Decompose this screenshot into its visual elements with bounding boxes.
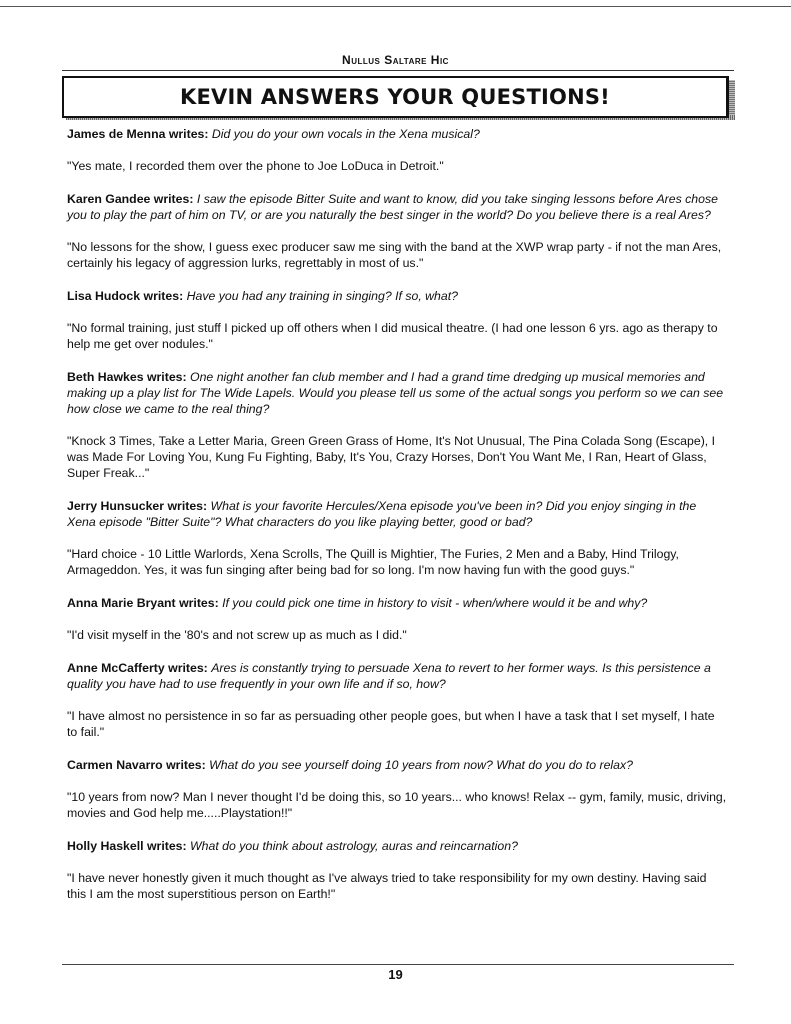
page-number: 19 [388,967,403,982]
asker-name: Anne McCafferty writes: [67,661,208,675]
asker-name: Jerry Hunsucker writes: [67,499,208,513]
answer-paragraph: "No formal training, just stuff I picked up off others when I did musical theatre. (I had one lesson 6 yrs. ago as therapy to help me get over nodules." [67,321,718,351]
answer-paragraph: "Yes mate, I recorded them over the phone to Joe LoDuca in Detroit." [67,159,444,173]
answer-paragraph: "I'd visit myself in the '80's and not screw up as much as I did." [67,628,407,642]
question-paragraph [67,838,727,854]
answer-paragraph: "Hard choice - 10 Little Warlords, Xena Scrolls, The Quill is Mightier, The Furies, 2 Men and a Baby, Hind Trilogy, Armageddon. Yes, it was fun singing after being bad for so long. I'm now having fun with the good guys." [67,547,679,577]
question-text: One night another fan club member and I had a grand time dredging up musical memories and making up a play list for The Wide Lapels. Would you please tell us some of the actual songs you perform so we can see how close we came to the real thing? [67,370,724,416]
question-paragraph [67,595,727,611]
asker-name: Holly Haskell writes: [67,839,187,853]
question-text: I saw the episode Bitter Suite and want to know, did you take singing lessons before Ares chose you to play the part of him on TV, or are you naturally the best singer in the world? Do you believe there is a real Ares? [67,192,718,222]
asker-name: Carmen Navarro writes: [67,758,206,772]
asker-name: Beth Hawkes writes: [67,370,187,384]
question-text: What do you think about astrology, auras and reincarnation? [190,839,518,853]
qa-list [67,126,727,919]
running-header: Nullus Saltare Hic [342,53,449,67]
answer-paragraph: "10 years from now? Man I never thought I'd be doing this, so 10 years... who knows! Relax -- gym, family, music, driving, movies and God help me.....Playstation!!" [67,790,727,820]
question-paragraph [67,498,727,530]
question-text: Did you do your own vocals in the Xena musical? [211,127,480,141]
asker-name: James de Menna writes: [67,127,209,141]
question-paragraph [67,660,727,692]
question-text: If you could pick one time in history to visit - when/where would it be and why? [222,596,648,610]
asker-name: Karen Gandee writes: [67,192,194,206]
answer-paragraph: "Knock 3 Times, Take a Letter Maria, Green Green Grass of Home, It's Not Unusual, The Pina Colada Song (Escape), I was Made For Loving You, Kung Fu Fighting, Baby, It's You, Crazy Horses, Don't You Want Me, I Ran, Heart of Glass, Super Freak..." [67,434,716,480]
question-text: What is your favorite Hercules/Xena episode you've been in? Did you enjoy singing in the Xena episode "Bitter Suite"? What characters do you like playing better, good or bad? [67,499,697,529]
top-rule [0,6,791,7]
question-paragraph [67,288,727,304]
question-paragraph [67,757,727,773]
question-paragraph [67,126,727,142]
title-box [62,76,729,118]
asker-name: Anna Marie Bryant writes: [67,596,219,610]
asker-name: Lisa Hudock writes: [67,289,184,303]
footer-rule [62,964,734,965]
header-rule [62,70,734,71]
question-text: Have you had any training in singing? If so, what? [186,289,458,303]
question-text: What do you see yourself doing 10 years from now? What do you do to relax? [209,758,633,772]
page-title: KEVIN ANSWERS YOUR QUESTIONS! [180,85,610,109]
question-paragraph [67,191,727,223]
question-text: Ares is constantly trying to persuade Xena to revert to her former ways. Is this persistence a quality you have had to use frequently in your own life and if so, how? [67,661,711,691]
question-paragraph [67,369,727,417]
answer-paragraph: "I have never honestly given it much thought as I've always tried to take responsibility for my own destiny. Having said this I am the most superstitious person on Earth!" [67,871,707,901]
answer-paragraph: "No lessons for the show, I guess exec producer saw me sing with the band at the XWP wrap party - if not the man Ares, certainly his legacy of aggression lurks, regrettably in most of us." [67,240,722,270]
answer-paragraph: "I have almost no persistence in so far as persuading other people goes, but when I have a task that I set myself, I hate to fail." [67,709,715,739]
